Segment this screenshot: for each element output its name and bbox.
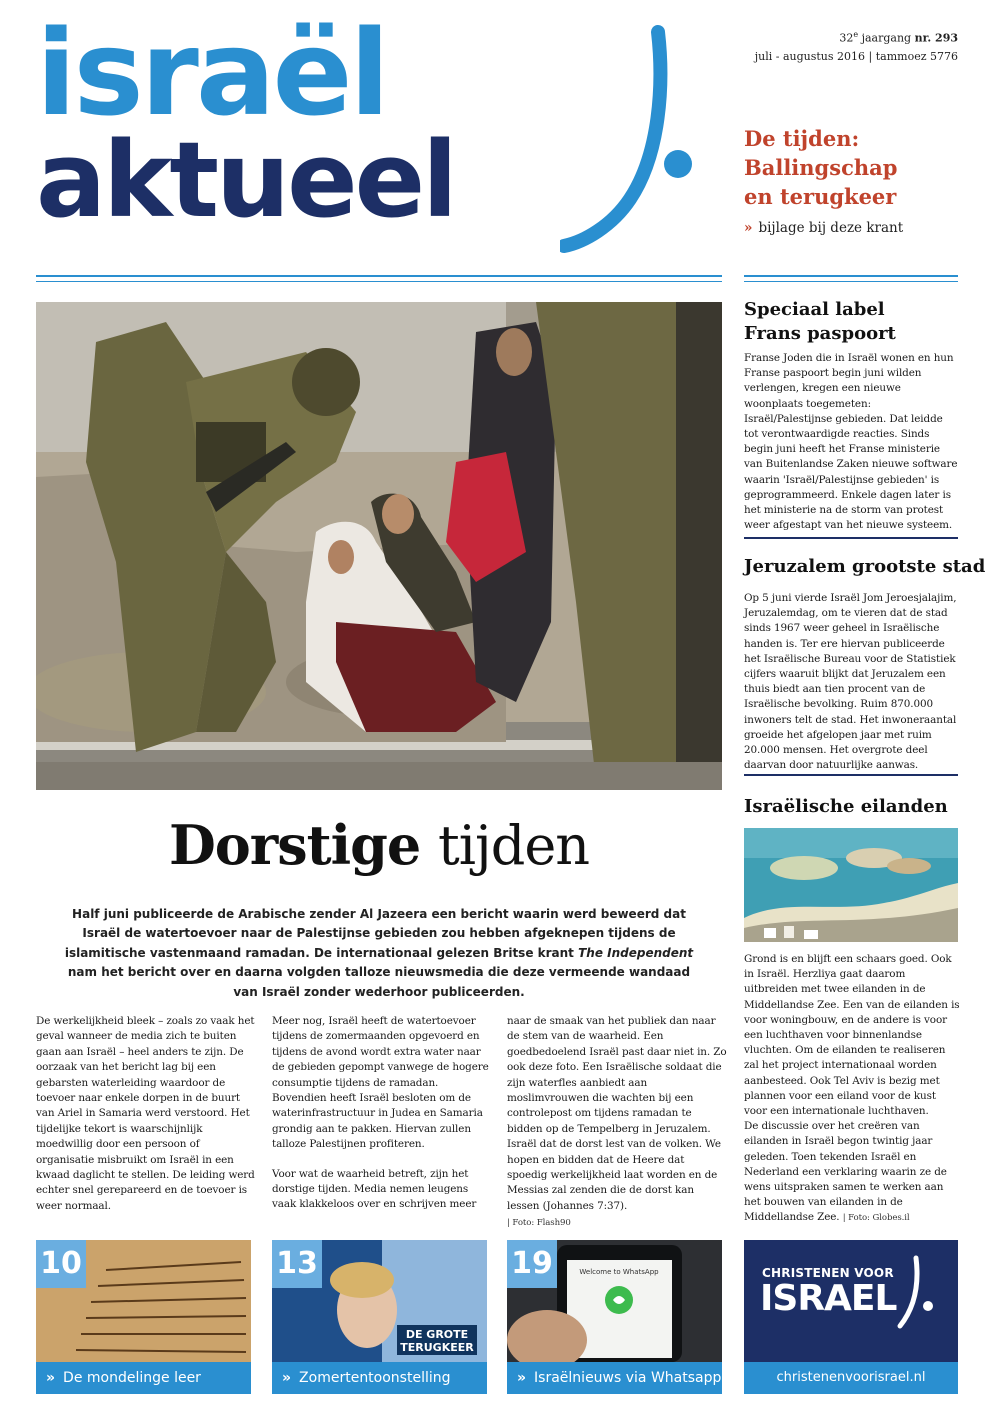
teaser-mondelinge-leer[interactable] [36,1240,251,1394]
sidebar-body-passport: Franse Joden die in Israël wonen en hun Franse paspoort begin juni wilden verlengen, kregen een nieuwe woonplaats toegemeten: Israël/Palestijnse gebieden. Dat leidde tot verontwaardigde reacties. Sinds begin juni heeft het Franse ministerie van Buitenlandse Zaken nieuwe software waarin 'Israël/Palestijnse gebieden' is geprogrammeerd. Enkele dagen later is het ministerie na de storm van protest weer afgestapt van het nieuwe systeem. [744,352,958,532]
lead-italic: The Independent [578,945,694,960]
article-column-2 [272,1014,492,1213]
teaser-page-number: 19 [507,1240,557,1288]
sidebar-title-line: Speciaal label [744,299,885,320]
phone-screen-text: Welcome to WhatsApp [579,1268,659,1276]
lead-text-b: nam het bericht over en daarna volgden talloze nieuwsmedia die deze vermeende wandaad van Israël zonder wederhoor publiceerden. [67,965,691,999]
issue-number: nr. 293 [914,31,958,45]
ad-line-1: CHRISTENEN VOOR [762,1266,894,1280]
teaser-label[interactable] [272,1362,487,1394]
main-headline [36,810,722,881]
teaser-page-number: 10 [36,1240,86,1288]
volume-label: jaargang [861,31,912,45]
photo-credit: | Foto: Flash90 [507,1218,571,1229]
ad-url-link[interactable]: christenenvoorisrael.nl [744,1362,958,1394]
headline-bold: Dorstige [168,813,421,877]
divider [36,275,722,277]
article-paragraph: naar de smaak van het publiek dan naar de stem van de waarheid. Een goedbedoelend Israël past daar niet in. Zo ook deze foto. Een Israëlische soldaat die zijn waterfles aanbiedt aan moslimvrouwen die wachten bij een controlepost om tijdens ramadan te bidden op de Tempelberg in Jeruzalem. Israël dat de dorst lest van de volken. We hopen en bidden dat de Heere dat spoedig werkelijkheid laat worden en de Messias zal zenden die de dorst kan lessen (Johannes 7:37). [507,1015,727,1212]
christenen-voor-israel-ad[interactable] [744,1240,958,1394]
teaser-label-text: De mondelinge leer [63,1370,201,1386]
chevron-right-icon: » [46,1370,56,1386]
lead-paragraph [56,905,702,1002]
teaser-zomertentoonstelling[interactable] [272,1240,487,1394]
chevron-right-icon: » [282,1370,292,1386]
lead-text-a: Half juni publiceerde de Arabische zender Al Jazeera een bericht waarin werd beweerd dat Israël de watertoevoer naar de Palestijnse gebieden zou hebben afgeknepen tijdens de islamitische vastenmaand ramadan. De internationaal gelezen Britse krant [64,907,686,960]
divider [36,281,722,282]
divider [744,537,958,539]
ad-line-2: ISRAEL [760,1278,897,1319]
divider [744,774,958,776]
islands-paragraph-text: De discussie over het creëren van eilanden in Israël begon twintig jaar geleden. Toen tekenden Israël en Nederland een verklaring waarin ze de wens uitspraken samen te werken aan het bouwen van eilanden in de Middellandse Zee. [744,1120,947,1224]
supplement-note[interactable] [744,220,903,236]
teaser-page-number: 13 [272,1240,322,1288]
teaser-label-text: Israëlnieuws via Whatsapp [534,1370,722,1386]
issue-info [755,26,958,66]
exhibition-title-top: DE GROTE [405,1328,469,1341]
chevron-right-icon: » [744,220,753,236]
teaser-label-text: Zomertentoonstelling [299,1370,451,1386]
islands-photo [744,828,958,942]
islands-paragraph: Grond is en blijft een schaars goed. Ook in Israël. Herzliya gaat daarom uitbreiden met twee eilanden in de Middellandse Zee. Een van de eilanden is voor woningbouw, en de andere is voor een luchthaven voor binnenlandse vluchten. Om de eilanden te realiseren zal het project internationaal worden aanbesteed. Ook Tel Aviv is bezig met plannen voor een eiland voor de kust voor een internationale luchthaven. [744,953,960,1118]
article-paragraph: Meer nog, Israël heeft de watertoevoer tijdens de zomermaanden opgevoerd en tijdens de avond wordt extra water naar de gebieden gepompt vanwege de hogere consumptie tijdens de ramadan. Bovendien heeft Israël besloten om de waterinfrastructuur in Judea en Samaria grondig aan te pakken. Hiervan zullen talloze Palestijnen profiteren. [272,1015,489,1151]
article-paragraph: Voor wat de waarheid betreft, zijn het dorstige tijden. Media nemen leugens vaak klakkeloos over en schrijven meer [272,1167,477,1211]
supplement-title[interactable] [744,124,897,211]
sidebar-body-islands [744,952,960,1227]
teaser-label[interactable] [507,1362,722,1394]
sidebar-title-islands: Israëlische eilanden [744,796,948,817]
chevron-right-icon: » [517,1370,527,1386]
article-paragraph: De werkelijkheid bleek – zoals zo vaak het geval wanneer de media zich te buiten gaan aan Israël – heel anders te zijn. De oorzaak van het bericht lag bij een gebarsten waterleiding waardoor de toevoer naar enkele dorpen in de buurt van Ariel in Samaria werd verstoord. Het tijdelijke tekort is waarschijnlijk moedwillig door een persoon of organisatie misbruikt om Israël in een kwaad daglicht te stellen. De leiding werd echter snel gerepareerd en de toevoer is weer normaal. [36,1015,255,1212]
islands-paragraph [744,1119,960,1226]
masthead-title-aktueel: aktueel [36,119,455,241]
divider [744,281,958,282]
teaser-whatsapp[interactable] [507,1240,722,1394]
sidebar-title-passport [744,298,896,346]
sidebar-title-line: Frans paspoort [744,323,896,344]
ad-logo-icon [894,1254,944,1334]
article-column-3 [507,1014,727,1232]
supplement-title-line: en terugkeer [744,184,897,209]
headline-light: tijden [438,814,590,877]
hero-photo [36,302,722,790]
supplement-title-line: Ballingschap [744,155,898,180]
exhibition-title-bottom: TERUGKEER [400,1341,474,1354]
article-column-1 [36,1014,256,1214]
sidebar-title-jerusalem: Jeruzalem grootste stad [744,556,986,577]
supplement-title-line: De tijden: [744,126,860,151]
photo-credit: | Foto: Globes.il [842,1213,910,1224]
volume-suffix: e [853,30,859,39]
supplement-note-text: bijlage bij deze krant [758,220,904,236]
divider [744,275,958,277]
masthead-title-israel: israël [36,4,387,142]
issue-date: juli - augustus 2016 | tammoez 5776 [754,49,958,63]
teaser-label[interactable] [36,1362,251,1394]
masthead-logo-icon [560,24,740,254]
volume-number: 32 [839,31,854,45]
sidebar-body-jerusalem: Op 5 juni vierde Israël Jom Jeroesjalajim, Jeruzalemdag, om te vieren dat de stad sinds 1967 weer geheel in Israëlische handen is. Ter ere hiervan publiceerde het Israëlische Bureau voor de Statistiek cijfers waaruit blijkt dat Jeruzalem een thuis biedt aan tien procent van de Israëlische bevolking. Ruim 870.000 inwoners telt de stad. Het inwoneraantal groeide het afgelopen jaar met ruim 20.000 mensen. Het overgrote deel daarvan door natuurlijke aanwas. [744,592,957,772]
